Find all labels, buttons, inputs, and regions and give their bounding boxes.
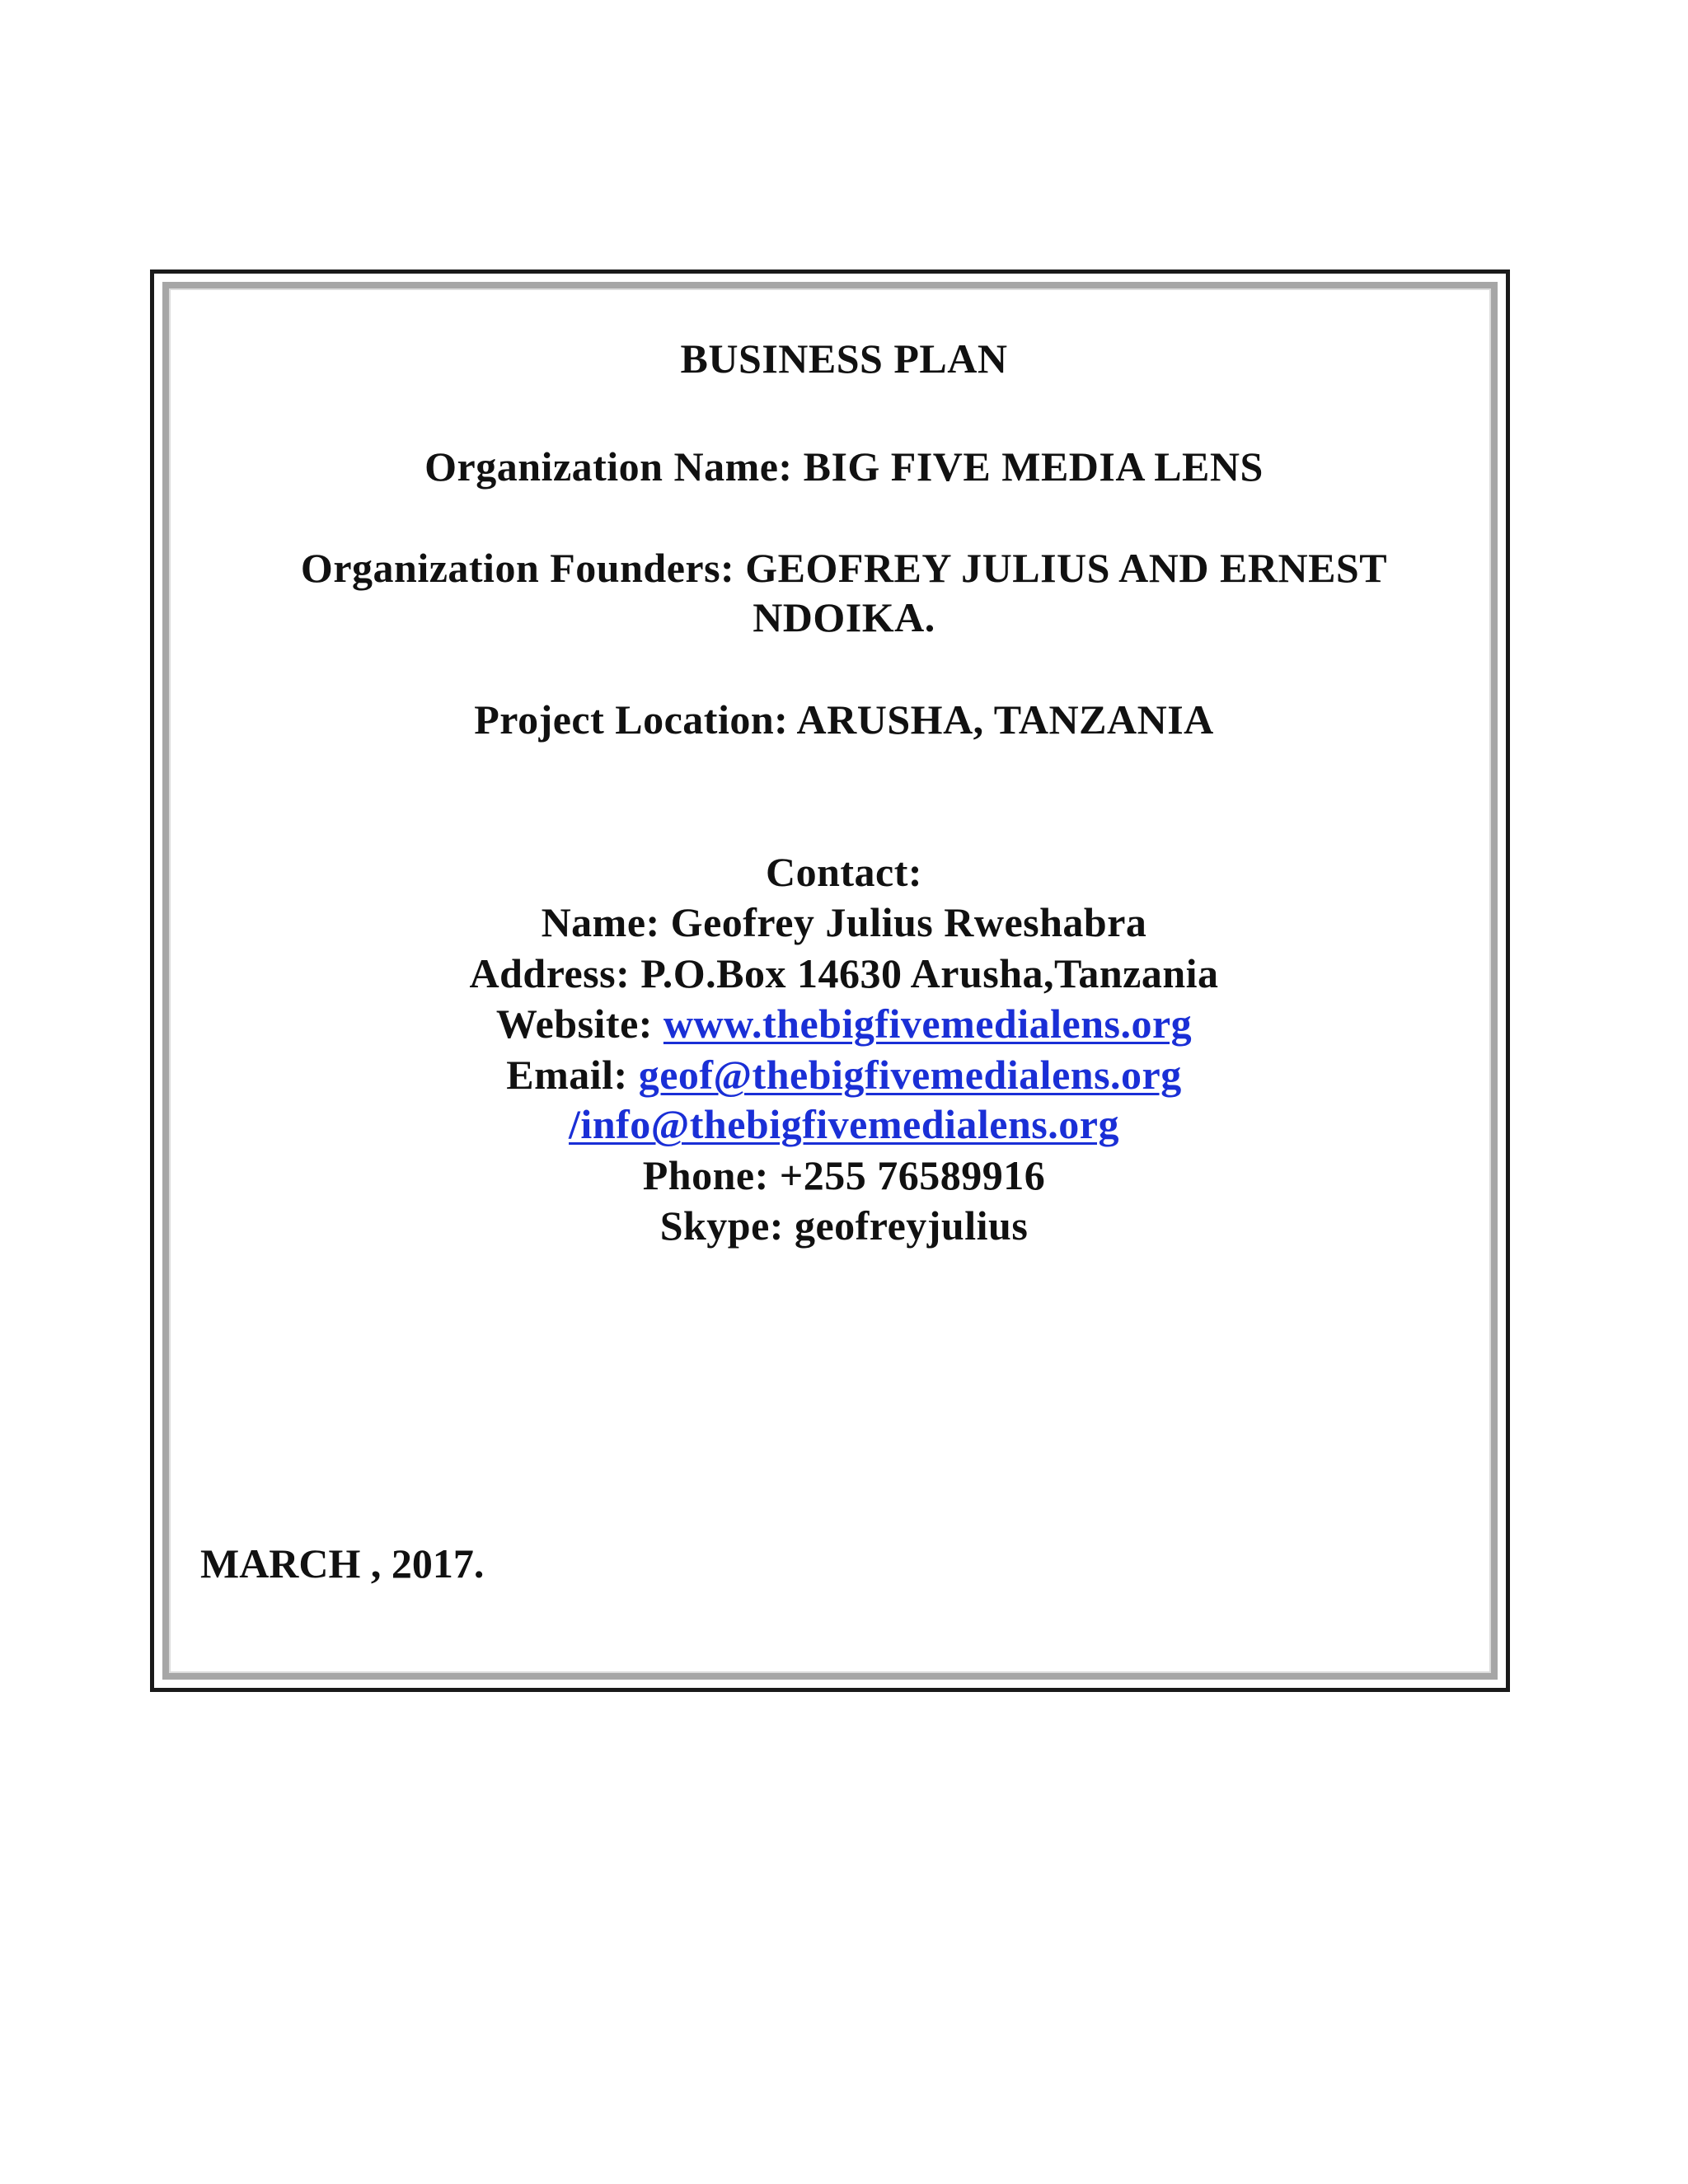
contact-phone-value: +255 76589916 bbox=[779, 1152, 1046, 1198]
organization-name-value: BIG FIVE MEDIA LENS bbox=[803, 443, 1264, 490]
website-link[interactable]: www.thebigfivemedialens.org bbox=[663, 1001, 1193, 1047]
project-location-label: Project Location: bbox=[474, 696, 789, 743]
contact-website-line bbox=[0, 999, 1688, 1048]
contact-address-line bbox=[0, 949, 1688, 998]
project-location-value: ARUSHA, TANZANIA bbox=[796, 696, 1214, 743]
title-text: BUSINESS PLAN bbox=[680, 335, 1008, 382]
email-link-geof[interactable]: geof@thebigfivemedialens.org bbox=[638, 1052, 1182, 1098]
contact-email-line bbox=[0, 1050, 1688, 1099]
contact-name-label: Name: bbox=[541, 899, 660, 945]
organization-founders-line bbox=[0, 543, 1688, 593]
contact-email-label: Email: bbox=[506, 1052, 628, 1098]
project-location-line bbox=[0, 695, 1688, 744]
contact-skype-line bbox=[0, 1201, 1688, 1250]
organization-name-label: Organization Name: bbox=[424, 443, 793, 490]
contact-address-value: P.O.Box 14630 Arusha,Tanzania bbox=[640, 950, 1219, 996]
email-link-info[interactable]: /info@thebigfivemedialens.org bbox=[569, 1101, 1119, 1147]
organization-founders-value-cont: NDOIKA. bbox=[753, 594, 935, 640]
contact-address-label: Address: bbox=[469, 950, 631, 996]
contact-name-line bbox=[0, 898, 1688, 947]
organization-founders-line-2 bbox=[0, 593, 1688, 642]
document-title bbox=[0, 334, 1688, 383]
organization-name-line bbox=[0, 442, 1688, 491]
contact-skype-label: Skype: bbox=[659, 1202, 784, 1249]
contact-heading bbox=[0, 847, 1688, 897]
contact-email-line-2 bbox=[0, 1099, 1688, 1149]
contact-website-label: Website: bbox=[495, 1001, 653, 1047]
contact-phone-label: Phone: bbox=[642, 1152, 769, 1198]
contact-heading-text: Contact: bbox=[765, 849, 923, 895]
contact-skype-value: geofreyjulius bbox=[794, 1202, 1029, 1249]
document-date: MARCH , 2017. bbox=[200, 1540, 485, 1586]
contact-phone-line bbox=[0, 1151, 1688, 1200]
contact-name-value: Geofrey Julius Rweshabra bbox=[670, 899, 1147, 945]
organization-founders-value: GEOFREY JULIUS AND ERNEST bbox=[745, 545, 1388, 591]
organization-founders-label: Organization Founders: bbox=[300, 545, 735, 591]
